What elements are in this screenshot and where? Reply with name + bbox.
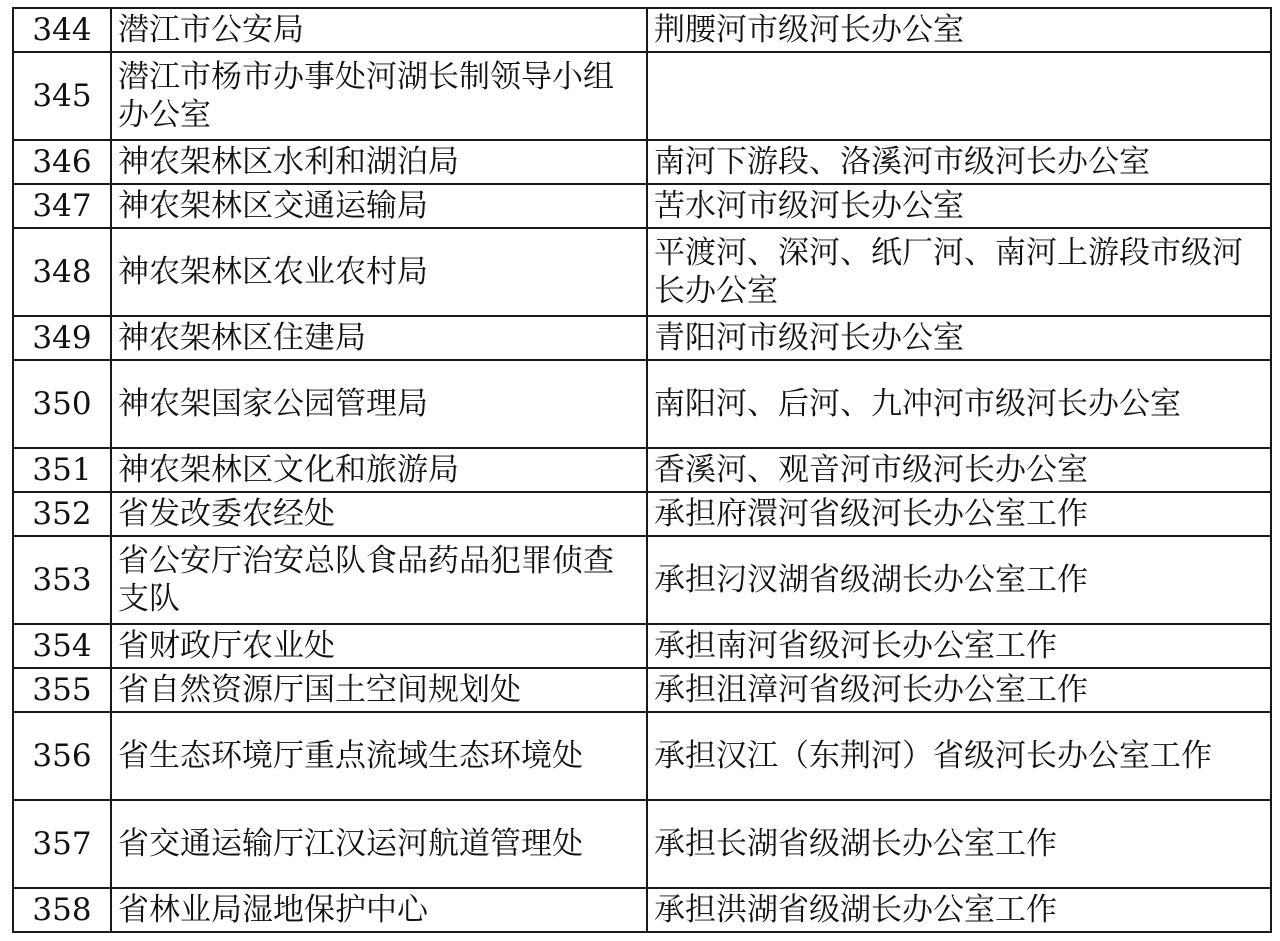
duty-description: 承担洪湖省级湖长办公室工作 [647,888,1271,932]
table-row [13,668,1271,712]
table-row [13,184,1271,228]
unit-name: 潜江市公安局 [111,8,647,52]
unit-name: 神农架林区住建局 [111,316,647,360]
unit-name: 潜江市杨市办事处河湖长制领导小组办公室 [111,52,647,140]
row-number: 356 [13,712,111,800]
duty-description: 平渡河、深河、纸厂河、南河上游段市级河长办公室 [647,228,1271,316]
duty-description: 香溪河、观音河市级河长办公室 [647,448,1271,492]
unit-name: 神农架林区文化和旅游局 [111,448,647,492]
row-number: 346 [13,140,111,184]
table-row [13,360,1271,448]
duty-description [647,52,1271,140]
duty-description: 苦水河市级河长办公室 [647,184,1271,228]
table-row [13,712,1271,800]
table-body [13,8,1271,932]
row-number: 347 [13,184,111,228]
table-row [13,448,1271,492]
table-row [13,800,1271,888]
duty-description: 承担汈汊湖省级湖长办公室工作 [647,536,1271,624]
unit-name: 神农架国家公园管理局 [111,360,647,448]
table-row [13,536,1271,624]
duty-description: 南阳河、后河、九冲河市级河长办公室 [647,360,1271,448]
duty-description: 承担府澴河省级河长办公室工作 [647,492,1271,536]
row-number: 349 [13,316,111,360]
duty-description: 荆腰河市级河长办公室 [647,8,1271,52]
table-row [13,140,1271,184]
row-number: 352 [13,492,111,536]
unit-name: 省自然资源厅国土空间规划处 [111,668,647,712]
row-number: 348 [13,228,111,316]
table-row [13,228,1271,316]
row-number: 344 [13,8,111,52]
unit-name: 神农架林区农业农村局 [111,228,647,316]
row-number: 355 [13,668,111,712]
unit-name: 省林业局湿地保护中心 [111,888,647,932]
row-number: 357 [13,800,111,888]
duty-description: 承担汉江（东荆河）省级河长办公室工作 [647,712,1271,800]
duty-description: 青阳河市级河长办公室 [647,316,1271,360]
unit-name: 省财政厅农业处 [111,624,647,668]
duty-description: 承担南河省级河长办公室工作 [647,624,1271,668]
unit-name: 省发改委农经处 [111,492,647,536]
unit-name: 神农架林区交通运输局 [111,184,647,228]
duty-description: 南河下游段、洛溪河市级河长办公室 [647,140,1271,184]
duty-description: 承担长湖省级湖长办公室工作 [647,800,1271,888]
table-row [13,52,1271,140]
row-number: 353 [13,536,111,624]
row-number: 358 [13,888,111,932]
unit-name: 省交通运输厅江汉运河航道管理处 [111,800,647,888]
row-number: 345 [13,52,111,140]
row-number: 351 [13,448,111,492]
table-row [13,492,1271,536]
row-number: 354 [13,624,111,668]
table-row [13,888,1271,932]
unit-name: 省生态环境厅重点流域生态环境处 [111,712,647,800]
table-row [13,8,1271,52]
table-row [13,316,1271,360]
unit-name: 神农架林区水利和湖泊局 [111,140,647,184]
river-chief-office-table [12,7,1272,933]
unit-name: 省公安厅治安总队食品药品犯罪侦查支队 [111,536,647,624]
table-row [13,624,1271,668]
duty-description: 承担沮漳河省级河长办公室工作 [647,668,1271,712]
row-number: 350 [13,360,111,448]
